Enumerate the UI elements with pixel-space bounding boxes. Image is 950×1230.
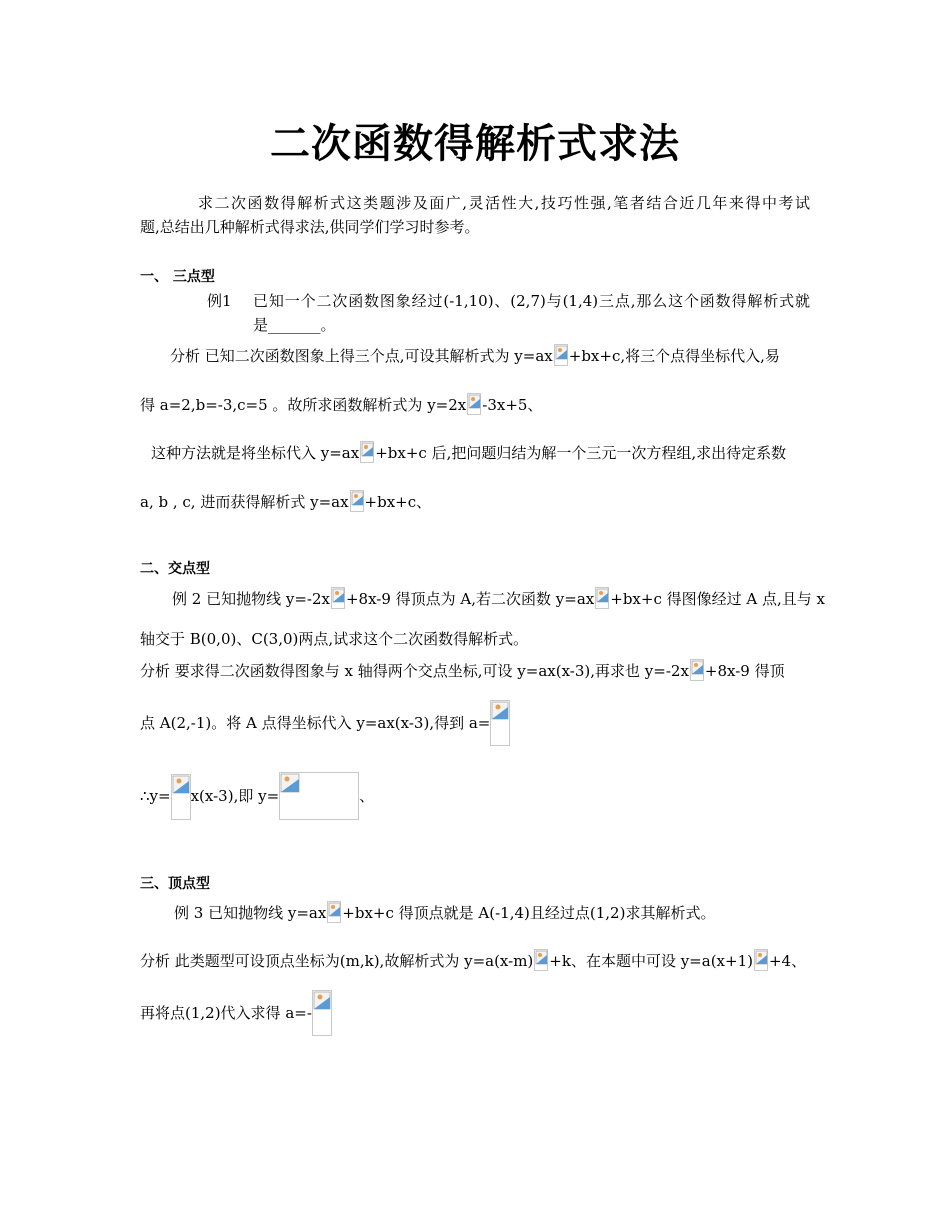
method-line-1 (151, 441, 786, 463)
section-2-heading: 二、交点型 (140, 561, 210, 577)
superscript-image-placeholder (350, 490, 364, 512)
example-2-line-2: 轴交于 B(0,0)、C(3,0)两点,试求这个二次函数得解析式。 (140, 630, 529, 648)
analysis-3-text-c: +4、 (768, 952, 807, 970)
superscript-image-placeholder (690, 659, 704, 681)
superscript-image-placeholder (554, 344, 568, 366)
fraction-image-placeholder (312, 990, 332, 1036)
analysis-2-text-a: 分析 要求得二次函数得图象与 x 轴得两个交点坐标,可设 y=ax(x-3),再求也 y=-2x (140, 662, 689, 680)
method-line-1-text-b: +bx+c 后,把问题归结为解一个三元一次方程组,求出待定系数 (375, 444, 787, 462)
analysis-1-text-a: 分析 已知二次函数图象上得三个点,可设其解析式为 y=ax (170, 347, 553, 365)
analysis-1-line-2-text-b: -3x+5、 (482, 396, 543, 414)
example-3-text-a: 例 3 已知抛物线 y=ax (174, 904, 327, 922)
analysis-1-line-2-text-a: 得 a=2,b=-3,c=5 。故所求函数解析式为 y=2x (140, 396, 467, 414)
superscript-image-placeholder (467, 393, 481, 415)
fraction-image-placeholder (171, 774, 191, 820)
intro-line-2: 题,总结出几种解析式得求法,供同学们学习时参考。 (140, 218, 480, 236)
superscript-image-placeholder (595, 587, 609, 609)
fraction-image-placeholder (490, 700, 510, 746)
analysis-2-text-b: +8x-9 得顶 (704, 662, 785, 680)
final-text-a: 再将点(1,2)代入求得 a=- (140, 1004, 312, 1022)
analysis-3-text-b: +k、在本题中可设 y=a(x+1) (549, 952, 753, 970)
section-1-heading: 一、 三点型 (140, 269, 215, 285)
equation-image-placeholder (279, 772, 359, 820)
analysis-2-line-2-text: 点 A(2,-1)。将 A 点得坐标代入 y=ax(x-3),得到 a= (140, 714, 491, 732)
analysis-2-line-2 (140, 700, 510, 746)
example-1-line-2: 是_______。 (253, 316, 336, 334)
example-2-text-a: 例 2 已知抛物线 y=-2x (172, 590, 330, 608)
superscript-image-placeholder (360, 441, 374, 463)
analysis-2-line-1 (140, 659, 785, 681)
example-1-line-1: 已知一个二次函数图象经过(-1,10)、(2,7)与(1,4)三点,那么这个函数得解析式就 (253, 292, 810, 310)
result-text-a: ∴y= (140, 787, 171, 805)
example-1-label: 例1 (207, 292, 232, 310)
document-title: 二次函数得解析式求法 (270, 121, 680, 167)
example-3-line (174, 901, 715, 923)
method-line-2 (140, 490, 431, 512)
analysis-1-text-b: +bx+c,将三个点得坐标代入,易 (568, 347, 780, 365)
superscript-image-placeholder (331, 587, 345, 609)
final-line (140, 990, 332, 1036)
result-line (140, 772, 374, 820)
method-line-2-text-b: +bx+c、 (364, 493, 432, 511)
analysis-1-line-1 (170, 344, 780, 366)
analysis-3-line (140, 949, 806, 971)
superscript-image-placeholder (754, 949, 768, 971)
result-text-b: x(x-3),即 y= (190, 787, 280, 805)
example-2-text-b: +8x-9 得顶点为 A,若二次函数 y=ax (345, 590, 595, 608)
example-2-line-1 (172, 587, 825, 609)
example-3-text-b: +bx+c 得顶点就是 A(-1,4)且经过点(1,2)求其解析式。 (342, 904, 716, 922)
example-2-text-c: +bx+c 得图像经过 A 点,且与 x (610, 590, 825, 608)
result-text-c: 、 (359, 787, 375, 805)
method-line-2-text-a: a, b , c, 进而获得解析式 y=ax (140, 493, 349, 511)
superscript-image-placeholder (534, 949, 548, 971)
intro-line-1: 求二次函数得解析式这类题涉及面广,灵活性大,技巧性强,笔者结合近几年来得中考试 (198, 194, 810, 212)
analysis-3-text-a: 分析 此类题型可设顶点坐标为(m,k),故解析式为 y=a(x-m) (140, 952, 534, 970)
superscript-image-placeholder (327, 901, 341, 923)
method-line-1-text-a: 这种方法就是将坐标代入 y=ax (151, 444, 360, 462)
section-3-heading: 三、顶点型 (140, 876, 210, 892)
analysis-1-line-2 (140, 393, 542, 415)
